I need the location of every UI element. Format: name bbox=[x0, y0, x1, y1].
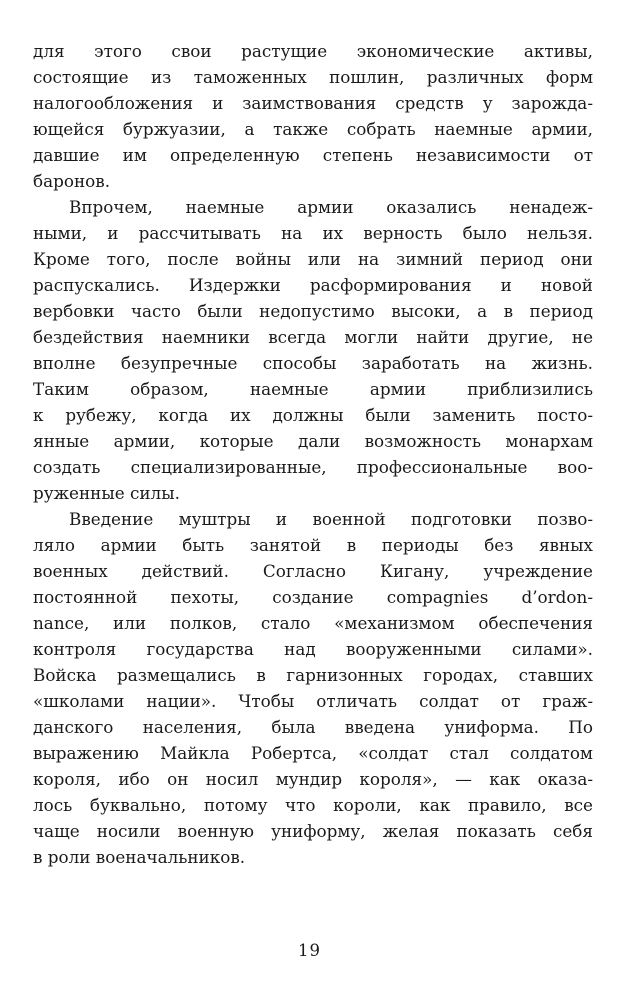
page-number: 19 bbox=[298, 941, 321, 960]
text-line: для этого свои растущие экономические активы, bbox=[33, 41, 593, 61]
text-line: ющейся буржуазии, а также собрать наемные армии, bbox=[33, 119, 593, 139]
text-line: короля, ибо он носил мундир короля», — как оказа- bbox=[33, 769, 593, 789]
body-text bbox=[33, 38, 593, 870]
text-line: вполне безупречные способы заработать на жизнь. bbox=[33, 353, 593, 373]
text-line: создать специализированные, профессиональные воо- bbox=[33, 457, 593, 477]
text-line: ляло армии быть занятой в периоды без явных bbox=[33, 535, 593, 555]
text-line: постоянной пехоты, создание compagnies d’ordon- bbox=[33, 587, 593, 607]
paragraph bbox=[33, 506, 593, 870]
text-line: к рубежу, когда их должны были заменить посто- bbox=[33, 405, 593, 425]
text-line: налогообложения и заимствования средств у зарожда- bbox=[33, 93, 593, 113]
paragraph bbox=[33, 194, 593, 506]
text-line: «школами нации». Чтобы отличать солдат от граж- bbox=[33, 691, 593, 711]
text-line: янные армии, которые дали возможность монархам bbox=[33, 431, 593, 451]
text-line: лось буквально, потому что короли, как правило, все bbox=[33, 795, 593, 815]
text-line: бездействия наемники всегда могли найти другие, не bbox=[33, 327, 593, 347]
text-line: состоящие из таможенных пошлин, различных форм bbox=[33, 67, 593, 87]
text-line: ными, и рассчитывать на их верность было нельзя. bbox=[33, 223, 593, 243]
text-line: распускались. Издержки расформирования и новой bbox=[33, 275, 593, 295]
text-line: руженные силы. bbox=[33, 483, 180, 503]
paragraph bbox=[33, 38, 593, 194]
text-line: баронов. bbox=[33, 171, 111, 191]
text-line: nance, или полков, стало «механизмом обеспечения bbox=[33, 613, 593, 633]
text-line: в роли военачальников. bbox=[33, 847, 246, 867]
text-line: данского населения, была введена униформа. По bbox=[33, 717, 593, 737]
text-line: контроля государства над вооруженными силами». bbox=[33, 639, 593, 659]
text-line: Таким образом, наемные армии приблизились bbox=[33, 379, 593, 399]
text-line: военных действий. Согласно Кигану, учреждение bbox=[33, 561, 593, 581]
text-line: чаще носили военную униформу, желая показать себя bbox=[33, 821, 593, 841]
text-line: давшие им определенную степень независимости от bbox=[33, 145, 593, 165]
text-line: вербовки часто были недопустимо высоки, а в период bbox=[33, 301, 593, 321]
text-line: Введение муштры и военной подготовки позво- bbox=[69, 509, 593, 529]
text-line: Кроме того, после войны или на зимний период они bbox=[33, 249, 593, 269]
text-line: Впрочем, наемные армии оказались ненадеж- bbox=[69, 197, 593, 217]
text-line: Войска размещались в гарнизонных городах, ставших bbox=[33, 665, 593, 685]
text-line: выражению Майкла Робертса, «солдат стал солдатом bbox=[33, 743, 593, 763]
